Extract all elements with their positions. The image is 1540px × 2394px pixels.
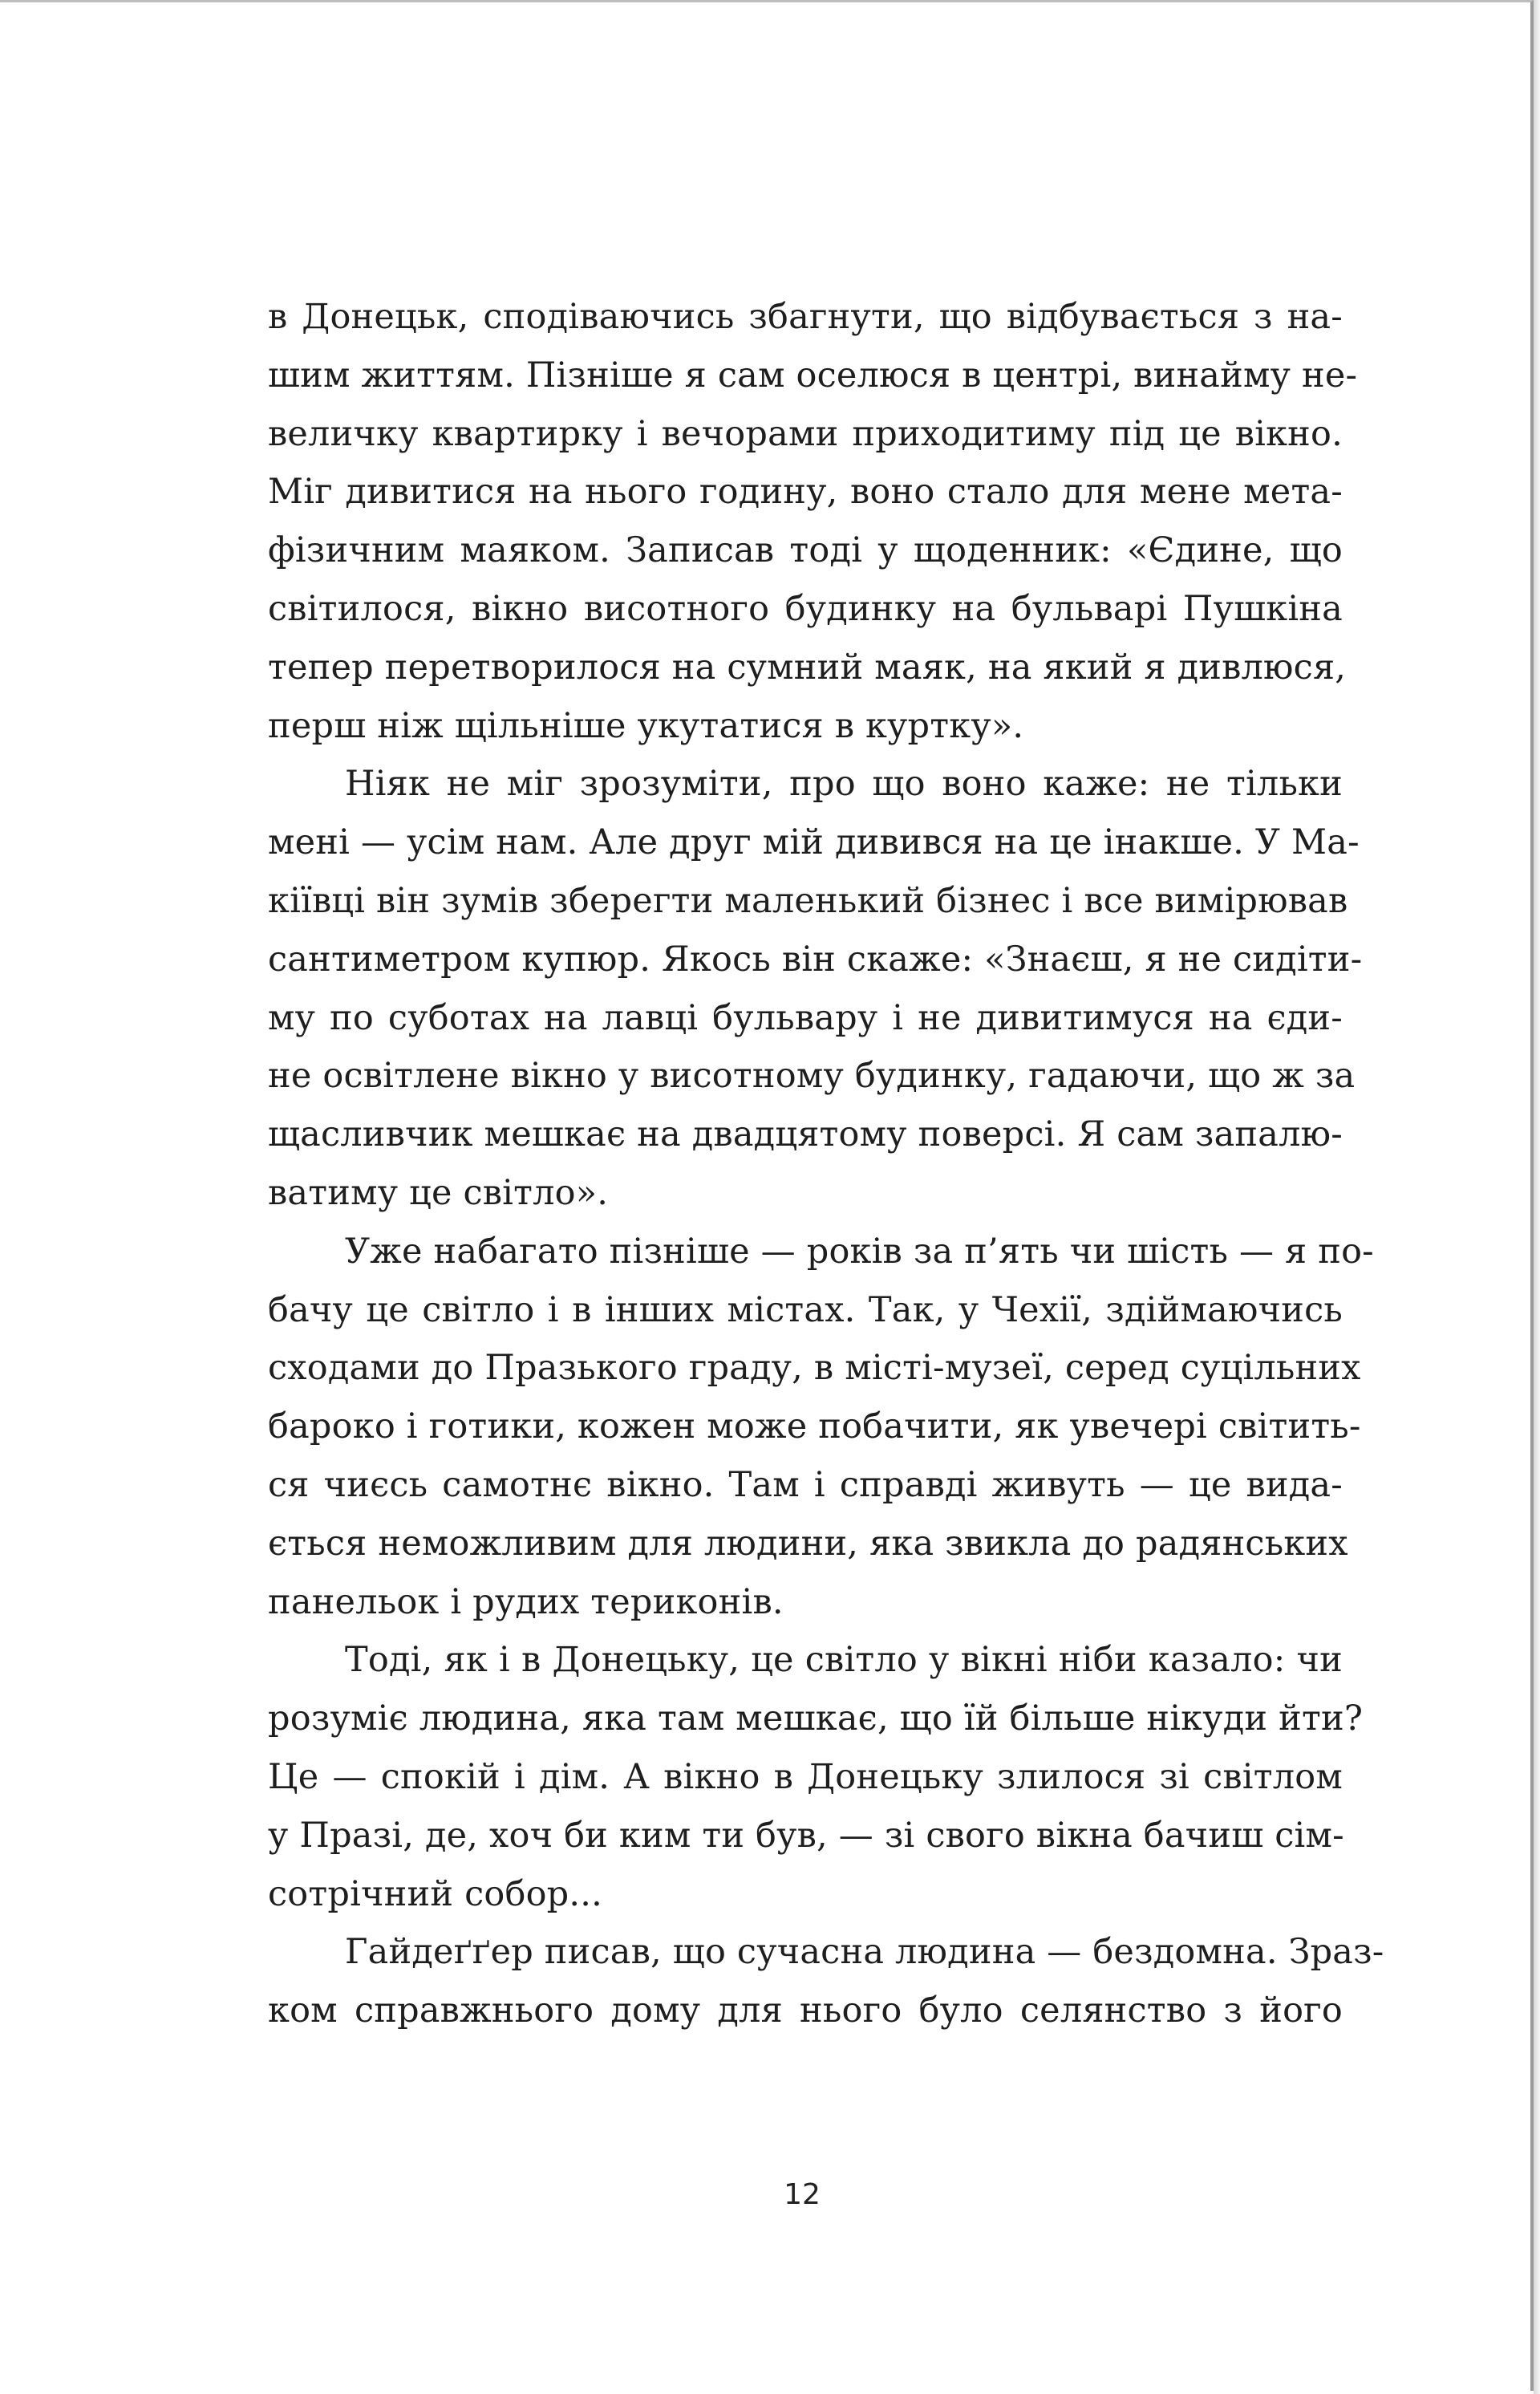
text-line: величку квартирку і вечорами приходитиму під це вікно. [268,413,1343,454]
text-line: кіївці він зумів зберегти маленький бізнес і все вимірював [268,880,1348,921]
text-line: Тоді, як і в Донецьку, це світло у вікні ніби казало: чи [345,1640,1343,1681]
text-line: Уже набагато пізніше — років за п’ять чи шість — я по- [345,1231,1374,1272]
text-line: сходами до Празького граду, в місті-музеї, серед суцільних [268,1348,1361,1389]
text-line: бачу це світло і в інших містах. Так, у Чехії, здіймаючись [268,1289,1343,1330]
text-line: в Донецьк, сподіваючись збагнути, що відбувається з на- [268,297,1343,337]
text-line: перш ніж щільніше укутатися в куртку». [268,705,1024,746]
text-line: панельок і рудих териконів. [268,1581,784,1622]
text-line: му по суботах на лавці бульвару і не дивитимуся на єди- [268,997,1343,1038]
text-line: ється неможливим для людини, яка звикла до радянських [268,1523,1348,1564]
text-line: сантиметром купюр. Якось він скаже: «Знаєш, я не сидіти- [268,939,1363,980]
text-line: Гайдеґґер писав, що сучасна людина — бездомна. Зраз- [345,1932,1384,1973]
paragraph-p4 [268,1631,1364,1923]
paragraph-p2 [268,755,1363,1222]
text-line: не освітлене вікно у висотному будинку, гадаючи, що ж за [268,1056,1356,1097]
paragraph-p1 [268,288,1358,755]
page-edge-shadow [1534,0,1540,2394]
text-line: сотрічний собор... [268,1873,602,1914]
text-line: тепер перетворилося на сумний маяк, на який я дивлюся, [268,647,1347,688]
body-text [268,288,1384,2040]
page-number: 12 [784,2178,821,2211]
text-line: світилося, вікно висотного будинку на бульварі Пушкіна [268,588,1343,629]
text-line: Ніяк не міг зрозуміти, про що воно каже: не тільки [345,764,1343,805]
paragraph-p3 [268,1223,1374,1632]
text-line: ватиму це світло». [268,1172,609,1213]
text-line: щасливчик мешкає на двадцятому поверсі. Я сам запалю- [268,1114,1343,1155]
text-line: Це — спокій і дім. А вікно в Донецьку злилося зі світлом [268,1756,1343,1797]
text-line: ком справжнього дому для нього було селянство з його [268,1990,1343,2031]
text-line: у Празі, де, хоч би ким ти був, — зі свого вікна бачиш сім- [268,1815,1344,1856]
text-line: розуміє людина, яка там мешкає, що їй більше нікуди йти? [268,1698,1364,1739]
text-line: мені — усім нам. Але друг мій дивився на це інакше. У Ма- [268,822,1360,863]
text-line: Міг дивитися на нього годину, воно стало для мене мета- [268,472,1343,513]
text-line: ся чиєсь самотнє вікно. Там і справді живуть — це вида- [268,1464,1343,1505]
text-line: бароко і готики, кожен може побачити, як увечері світить- [268,1406,1361,1447]
text-line: шим життям. Пізніше я сам оселюся в центрі, винайму не- [268,355,1358,396]
text-line: фізичним маяком. Записав тоді у щоденник: «Єдине, що [268,530,1343,571]
paragraph-p5 [268,1923,1384,2040]
